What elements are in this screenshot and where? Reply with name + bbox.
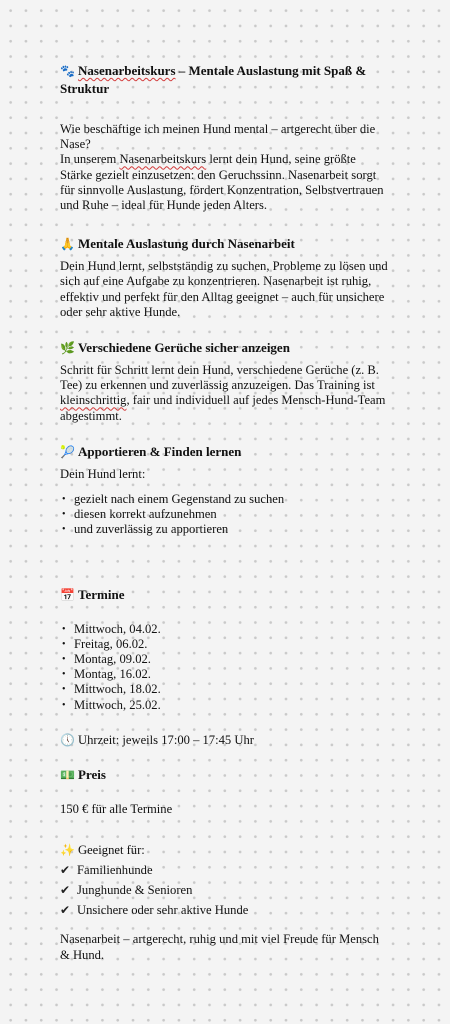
suitable-item-label: Familienhunde	[77, 863, 153, 878]
closing-text: Nasenarbeit – artgerecht, ruhig und mit viel Freude für Mensch & Hund.	[60, 932, 379, 962]
section-text-mental: Dein Hund lernt, selbstständig zu suchen, Probleme zu lösen und sich auf eine Aufgabe zu konzentrieren. Nasenarbeit ist ruhig, effektiv und perfekt für den Alltag geeignet – auch für unsichere oder sehr aktive Hunde.	[60, 259, 388, 319]
suitable-list	[60, 860, 390, 920]
scents-text-end: , fair und individuell auf jedes Mensch-Hund-Team abgestimmt.	[60, 393, 386, 423]
list-item: • Freitag, 06.02.	[60, 637, 390, 652]
intro-question: Wie beschäftige ich meinen Hund mental – artgerecht über die Nase?	[60, 122, 376, 152]
dates-list	[60, 622, 390, 713]
section-heading-mental-label: Mentale Auslastung durch Nasenarbeit	[78, 236, 295, 252]
section-text-scents	[60, 363, 390, 424]
list-item: • Mittwoch, 18.02.	[60, 682, 390, 697]
list-item: • Mittwoch, 04.02.	[60, 622, 390, 637]
document-body	[60, 62, 390, 963]
list-item: • Mittwoch, 25.02.	[60, 698, 390, 713]
section-heading-price-label: Preis	[78, 767, 106, 783]
suitable-heading	[60, 843, 390, 858]
list-item: • diesen korrekt aufzunehmen	[60, 507, 390, 522]
tennis-ball-icon: 🎾	[60, 444, 75, 459]
scents-keyword: kleinschrittig	[60, 393, 127, 408]
section-heading-retrieve	[60, 443, 390, 461]
list-item: • Montag, 16.02.	[60, 667, 390, 682]
suitable-heading-label: Geeignet für:	[78, 843, 145, 858]
price-text: 150 € für alle Termine	[60, 802, 173, 817]
suitable-item-label: Unsichere oder sehr aktive Hunde	[77, 903, 249, 918]
intro-text-start: In unserem	[60, 152, 120, 167]
section-heading-scents	[60, 339, 390, 357]
sparkles-icon: ✨	[60, 843, 75, 858]
list-item: • und zuverlässig zu apportieren	[60, 522, 390, 537]
clock-icon: 🕔	[60, 732, 75, 747]
check-mark-icon: ✔	[60, 903, 71, 918]
check-mark-icon: ✔	[60, 883, 71, 898]
section-heading-dates-label: Termine	[78, 586, 125, 602]
list-item: • Montag, 09.02.	[60, 652, 390, 667]
title-keyword: Nasenarbeitskurs	[78, 63, 176, 78]
section-heading-mental	[60, 235, 390, 253]
list-item	[60, 860, 390, 880]
list-item	[60, 880, 390, 900]
folded-hands-icon: 🙏	[60, 237, 75, 252]
calendar-icon: 📅	[60, 587, 75, 602]
time-info	[60, 733, 390, 748]
check-mark-icon: ✔	[60, 863, 71, 878]
section-lead-retrieve: Dein Hund lernt:	[60, 466, 146, 481]
document-title	[60, 62, 390, 98]
section-heading-scents-label: Verschiedene Gerüche sicher anzeigen	[78, 340, 290, 356]
suitable-item-label: Junghunde & Senioren	[77, 883, 193, 898]
paw-prints-icon: 🐾	[60, 64, 75, 78]
list-item	[60, 900, 390, 920]
section-heading-price	[60, 766, 390, 784]
money-icon: 💵	[60, 768, 75, 783]
title-rest: – Mentale Auslastung mit Spaß & Struktur	[60, 63, 367, 96]
intro-keyword: Nasenarbeitskurs	[119, 152, 207, 167]
retrieve-list	[60, 492, 390, 538]
section-heading-dates	[60, 586, 390, 604]
herb-leaf-icon: 🌿	[60, 341, 75, 356]
time-text: Uhrzeit: jeweils 17:00 – 17:45 Uhr	[78, 732, 254, 747]
intro-text-end: lernt dein Hund, seine größte Stärke gezielt einzusetzen: den Geruchssinn. Nasenarbeit sorgt für sinnvolle Auslastung, fördert Konzentration, Selbstvertrauen und Ruhe – ideal für Hunde jeden Alters.	[60, 152, 384, 213]
intro-paragraph	[60, 122, 390, 213]
scents-text-start: Schritt für Schritt lernt dein Hund, verschiedene Gerüche (z. B. Tee) zu erkennen und zuverlässig anzuzeigen. Das Training ist	[60, 363, 379, 393]
list-item: • gezielt nach einem Gegenstand zu suchen	[60, 492, 390, 507]
section-heading-retrieve-label: Apportieren & Finden lernen	[78, 443, 242, 459]
intro-description	[60, 152, 390, 213]
